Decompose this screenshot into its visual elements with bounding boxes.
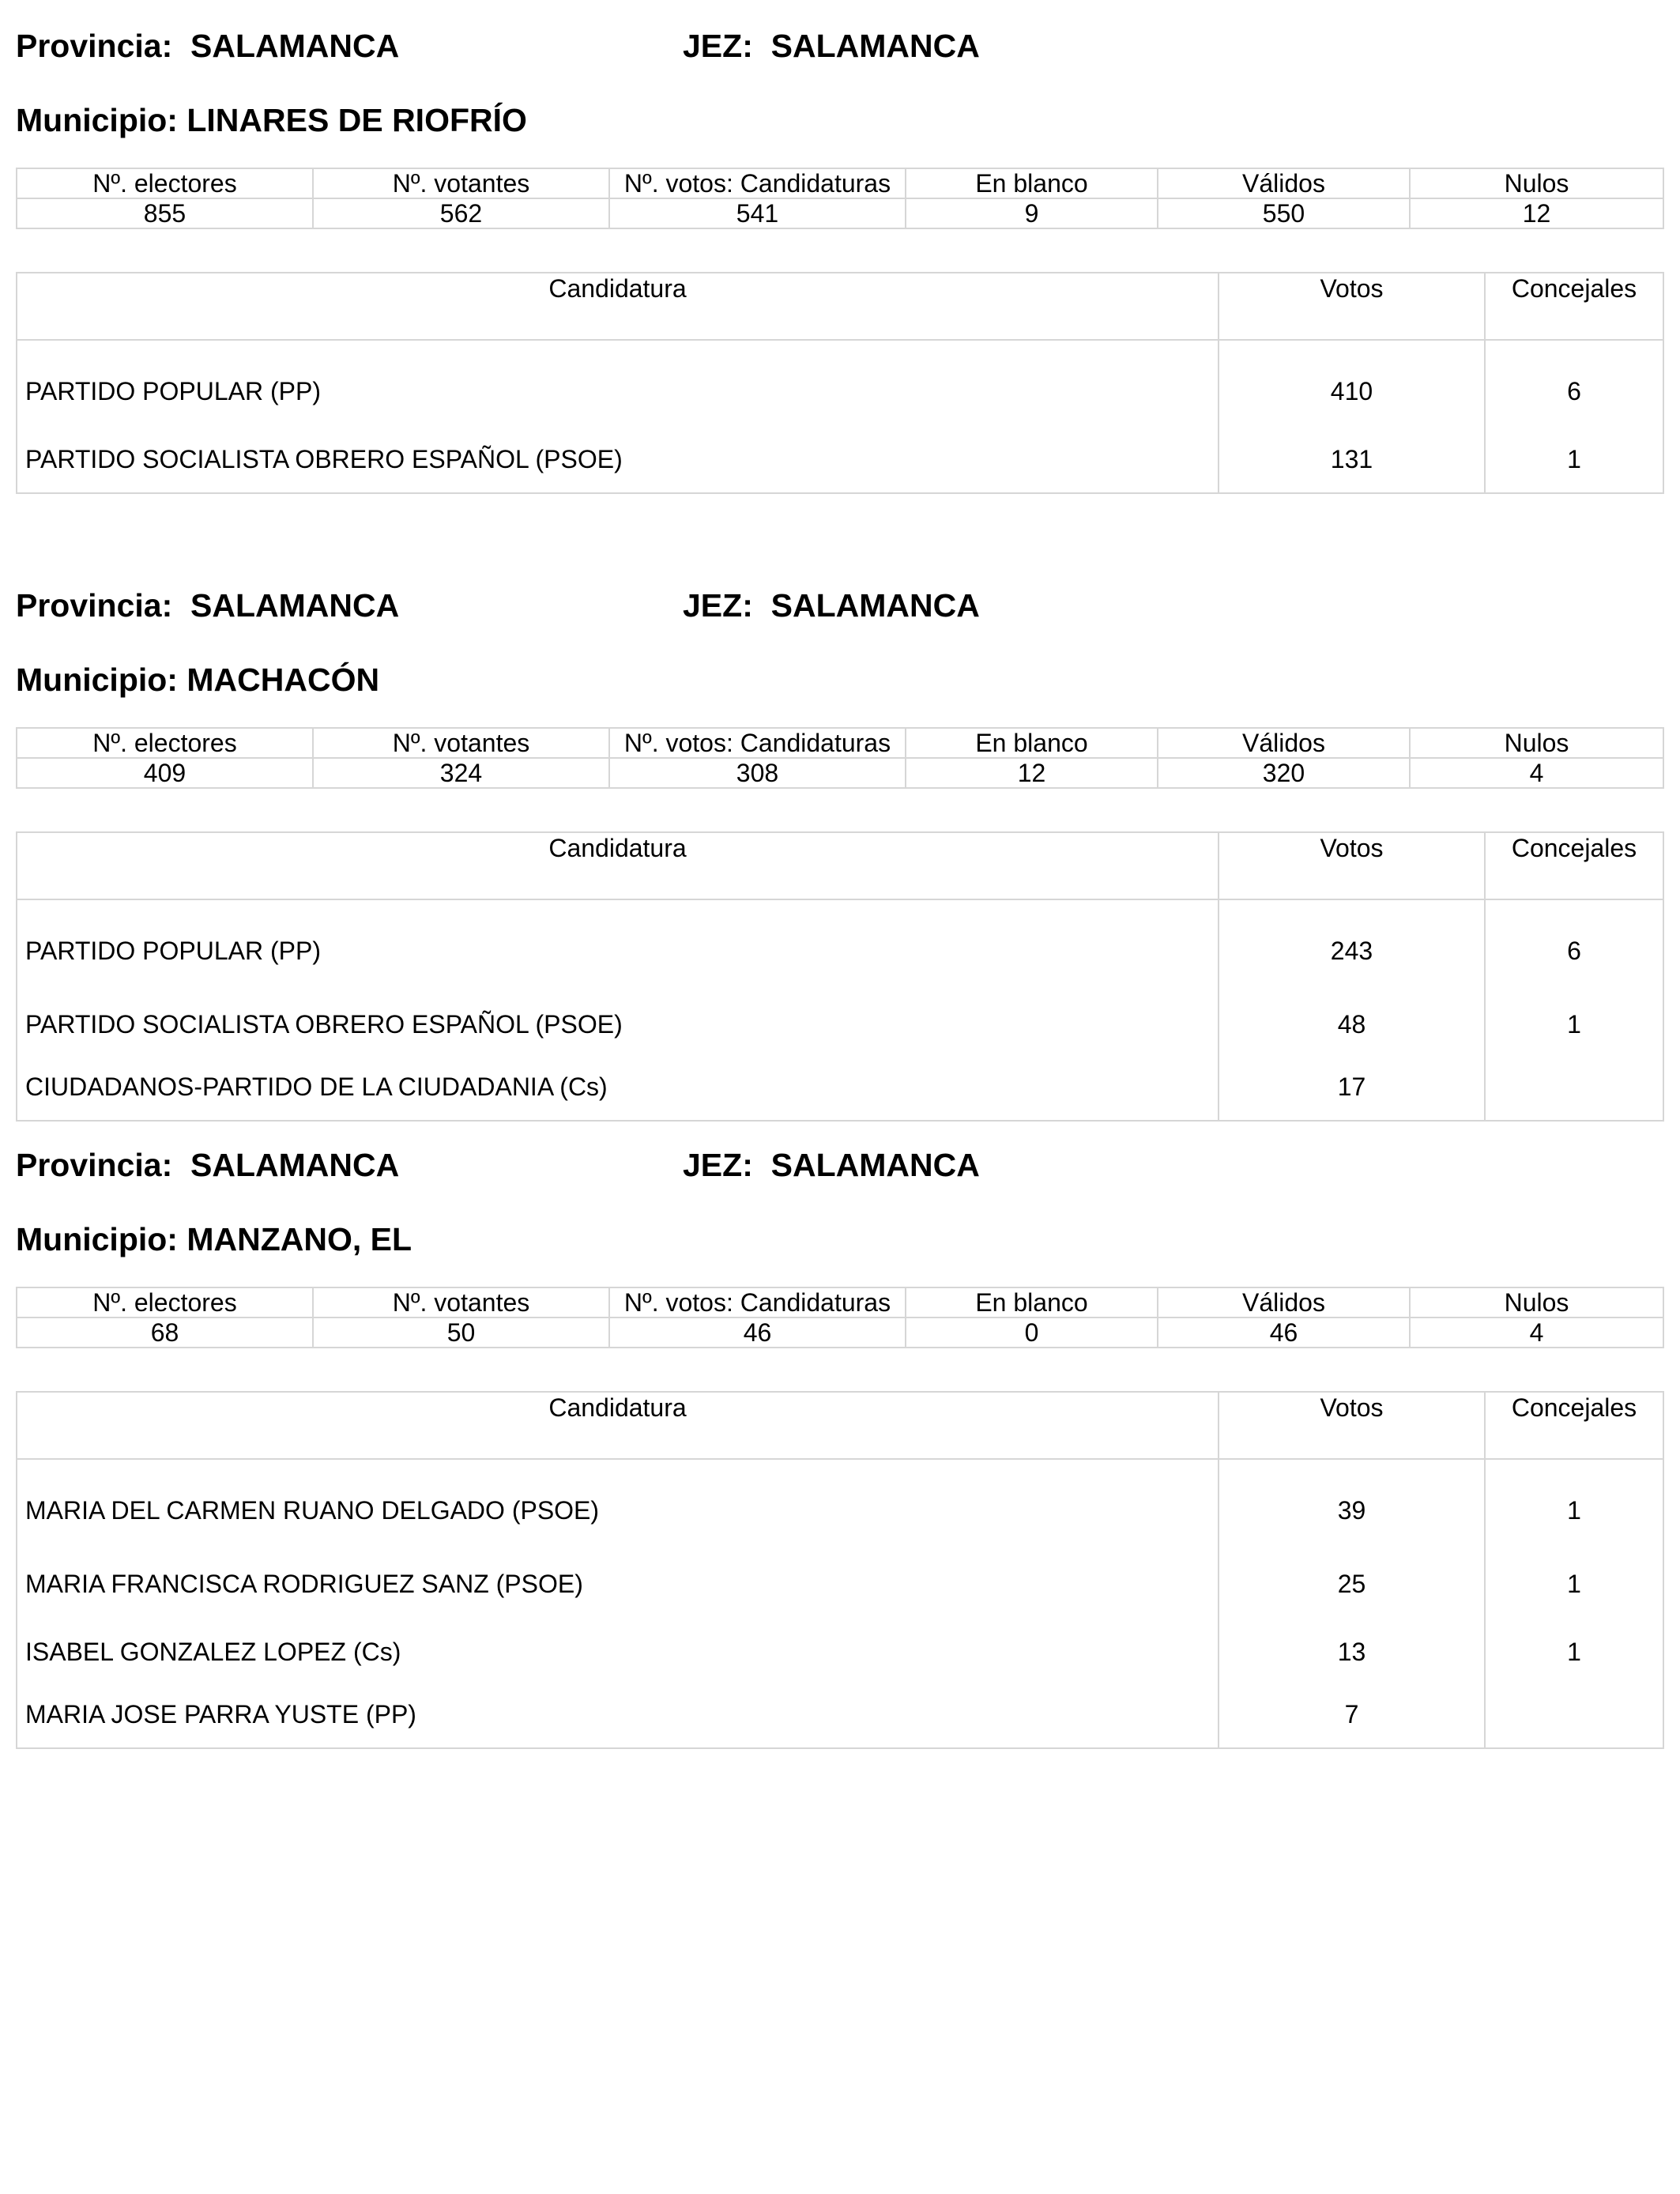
provincia-label: Provincia: (16, 1147, 173, 1183)
stats-table (16, 727, 1664, 789)
municipio-label: Municipio: (16, 1221, 178, 1257)
provincia-value: SALAMANCA (190, 587, 400, 624)
provincia-heading (16, 1149, 399, 1182)
municipio-label: Municipio: (16, 102, 178, 138)
municipio-heading (16, 1223, 412, 1256)
provincia-label: Provincia: (16, 587, 173, 624)
candidatura-header: Candidatura (17, 832, 1219, 899)
municipio-heading (16, 664, 379, 696)
votos-header: Votos (1219, 273, 1485, 340)
stats-value: 4 (1410, 758, 1663, 788)
candidate-concejales: 1 (1485, 1459, 1663, 1550)
stats-header: Nulos (1410, 1287, 1663, 1318)
candidates-header-row (17, 1392, 1663, 1459)
stats-value-row (17, 198, 1663, 228)
candidate-concejales (1485, 1686, 1663, 1748)
provincia-label: Provincia: (16, 28, 173, 64)
stats-value: 855 (17, 198, 313, 228)
stats-value: 541 (609, 198, 906, 228)
votos-header: Votos (1219, 832, 1485, 899)
stats-header: En blanco (906, 168, 1158, 198)
municipio-value: LINARES DE RIOFRÍO (186, 102, 527, 138)
candidate-votos: 39 (1219, 1459, 1485, 1550)
stats-header: Nulos (1410, 728, 1663, 758)
stats-header: Nulos (1410, 168, 1663, 198)
stats-header: Válidos (1158, 728, 1410, 758)
candidate-row (17, 340, 1663, 431)
candidates-table (16, 831, 1664, 1122)
stats-header: Nº. electores (17, 168, 313, 198)
candidate-concejales: 1 (1485, 431, 1663, 493)
stats-value: 324 (313, 758, 609, 788)
municipio-heading (16, 104, 527, 137)
stats-value: 68 (17, 1318, 313, 1348)
candidate-row (17, 1459, 1663, 1550)
stats-header-row (17, 728, 1663, 758)
candidate-concejales: 1 (1485, 990, 1663, 1058)
stats-header: Nº. votos: Candidaturas (609, 728, 906, 758)
stats-value: 4 (1410, 1318, 1663, 1348)
candidate-name: PARTIDO POPULAR (PP) (17, 340, 1219, 431)
candidate-name: PARTIDO POPULAR (PP) (17, 899, 1219, 990)
jez-label: JEZ: (683, 1147, 753, 1183)
candidate-votos: 17 (1219, 1058, 1485, 1121)
concejales-header: Concejales (1485, 832, 1663, 899)
stats-value: 550 (1158, 198, 1410, 228)
stats-value-row (17, 1318, 1663, 1348)
candidate-row (17, 1618, 1663, 1686)
stats-value: 12 (1410, 198, 1663, 228)
candidate-name: MARIA FRANCISCA RODRIGUEZ SANZ (PSOE) (17, 1550, 1219, 1618)
concejales-header: Concejales (1485, 273, 1663, 340)
stats-header-row (17, 168, 1663, 198)
candidate-votos: 243 (1219, 899, 1485, 990)
provincia-value: SALAMANCA (190, 28, 400, 64)
candidates-header-row (17, 273, 1663, 340)
candidate-concejales (1485, 1058, 1663, 1121)
municipio-label: Municipio: (16, 662, 178, 698)
stats-value: 50 (313, 1318, 609, 1348)
stats-value: 409 (17, 758, 313, 788)
jez-value: SALAMANCA (770, 28, 980, 64)
municipio-value: MACHACÓN (186, 662, 380, 698)
stats-value: 0 (906, 1318, 1158, 1348)
candidate-concejales: 6 (1485, 340, 1663, 431)
stats-value: 12 (906, 758, 1158, 788)
candidate-name: MARIA DEL CARMEN RUANO DELGADO (PSOE) (17, 1459, 1219, 1550)
candidate-concejales: 1 (1485, 1550, 1663, 1618)
candidate-votos: 13 (1219, 1618, 1485, 1686)
candidate-votos: 48 (1219, 990, 1485, 1058)
jez-label: JEZ: (683, 28, 753, 64)
stats-table (16, 168, 1664, 229)
jez-heading (683, 587, 980, 624)
provincia-heading (16, 587, 400, 624)
candidate-row (17, 899, 1663, 990)
stats-value: 9 (906, 198, 1158, 228)
candidate-row (17, 431, 1663, 493)
stats-header: Válidos (1158, 168, 1410, 198)
concejales-header: Concejales (1485, 1392, 1663, 1459)
stats-header: Nº. electores (17, 1287, 313, 1318)
stats-header: Nº. votantes (313, 168, 609, 198)
stats-header: Válidos (1158, 1287, 1410, 1318)
stats-header: Nº. votos: Candidaturas (609, 1287, 906, 1318)
candidate-concejales: 1 (1485, 1618, 1663, 1686)
stats-header-row (17, 1287, 1663, 1318)
jez-heading (683, 1149, 980, 1182)
candidate-votos: 25 (1219, 1550, 1485, 1618)
provincia-value: SALAMANCA (190, 1147, 400, 1183)
municipio-value: MANZANO, EL (186, 1221, 412, 1257)
stats-header: En blanco (906, 728, 1158, 758)
candidate-name: ISABEL GONZALEZ LOPEZ (Cs) (17, 1618, 1219, 1686)
candidate-votos: 7 (1219, 1686, 1485, 1748)
stats-header: Nº. votantes (313, 1287, 609, 1318)
candidates-table (16, 272, 1664, 494)
stats-header: Nº. votos: Candidaturas (609, 168, 906, 198)
stats-value: 562 (313, 198, 609, 228)
jez-value: SALAMANCA (770, 1147, 980, 1183)
candidate-name: CIUDADANOS-PARTIDO DE LA CIUDADANIA (Cs) (17, 1058, 1219, 1121)
stats-header: En blanco (906, 1287, 1158, 1318)
candidate-concejales: 6 (1485, 899, 1663, 990)
candidate-votos: 131 (1219, 431, 1485, 493)
stats-value: 308 (609, 758, 906, 788)
stats-value-row (17, 758, 1663, 788)
candidates-header-row (17, 832, 1663, 899)
stats-table (16, 1287, 1664, 1348)
candidates-table (16, 1391, 1664, 1749)
candidate-name: PARTIDO SOCIALISTA OBRERO ESPAÑOL (PSOE) (17, 431, 1219, 493)
candidate-name: PARTIDO SOCIALISTA OBRERO ESPAÑOL (PSOE) (17, 990, 1219, 1058)
votos-header: Votos (1219, 1392, 1485, 1459)
candidatura-header: Candidatura (17, 273, 1219, 340)
candidate-name: MARIA JOSE PARRA YUSTE (PP) (17, 1686, 1219, 1748)
stats-value: 46 (609, 1318, 906, 1348)
candidate-row (17, 1550, 1663, 1618)
candidate-row (17, 1686, 1663, 1748)
provincia-heading (16, 30, 399, 62)
candidate-row (17, 990, 1663, 1058)
stats-header: Nº. electores (17, 728, 313, 758)
candidatura-header: Candidatura (17, 1392, 1219, 1459)
candidate-row (17, 1058, 1663, 1121)
jez-heading (683, 30, 980, 62)
stats-value: 46 (1158, 1318, 1410, 1348)
jez-label: JEZ: (683, 587, 753, 624)
stats-header: Nº. votantes (313, 728, 609, 758)
candidate-votos: 410 (1219, 340, 1485, 431)
stats-value: 320 (1158, 758, 1410, 788)
jez-value: SALAMANCA (770, 587, 980, 624)
